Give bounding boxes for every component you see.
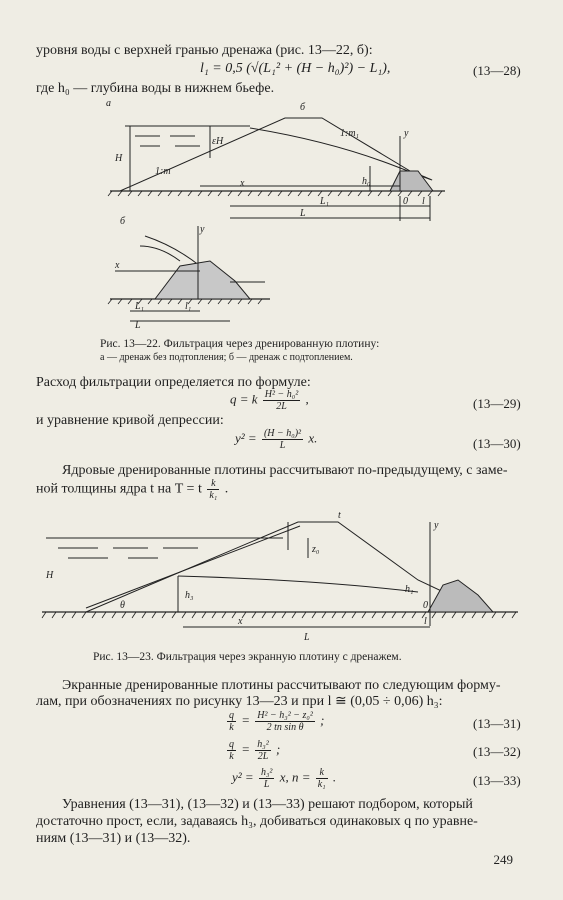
page-number: 249 [493, 852, 513, 867]
eq29-denominator: 2L [276, 401, 287, 412]
text-line-9: Уравнения (13—31), (13—32) и (13—33) решают подбором, который [62, 797, 473, 812]
label-m: 1:m [155, 166, 171, 177]
eq29-lhs: q = k [230, 391, 258, 407]
label-x-b: x [115, 260, 120, 271]
text-line-2: где h₀ — глубина воды в нижнем бьефе. [36, 81, 275, 96]
line6-text: ной толщины ядра t на T = t [36, 481, 202, 497]
line6-denominator: k₁ [209, 490, 218, 501]
fig-a-label: а [106, 98, 111, 109]
text-line-7: Экранные дренированные плотины рассчитывают по следующим форму- [62, 678, 501, 693]
line6-tail: . [224, 481, 229, 497]
label-H: H [115, 153, 123, 164]
label-L: L [300, 208, 306, 219]
equation-number-13-29: (13—29) [473, 396, 521, 411]
label-m1: 1:m₁ [340, 128, 360, 139]
equation-number-13-32: (13—32) [473, 744, 521, 759]
f23-label-L: L [304, 632, 310, 643]
eq31-numerator: H² − h₃² − z₀² [257, 710, 313, 721]
label-y-b: y [200, 224, 205, 235]
text-line-5: Ядровые дренированные плотины рассчитывают по-предыдущему, с заме- [62, 463, 508, 478]
eq31-equals: = [241, 712, 251, 728]
eq33-numerator: h₃² [260, 767, 273, 778]
figure-13-23-caption: Рис. 13—23. Фильтрация через экранную плотину с дренажем. [93, 651, 402, 663]
eq32-q: q [229, 739, 234, 750]
label-x: x [240, 178, 245, 189]
eq31-tail: ; [320, 712, 325, 728]
text-line-8: лам, при обозначениях по рисунку 13—23 и при l ≅ (0,05 ÷ 0,06) h₃: [36, 694, 443, 709]
eq30-lhs: y² = [235, 430, 257, 446]
eq31-k: k [229, 722, 234, 733]
f23-label-t: t [338, 510, 341, 521]
eq31-q: q [229, 710, 234, 721]
equation-13-29 [230, 389, 309, 412]
text-line-10: достаточно прост, если, задаваясь h₃, добиваться одинаковых q по уравне- [36, 814, 478, 829]
eq31-denominator: 2 tn sin θ [266, 722, 304, 733]
equation-number-13-28: (13—28) [473, 63, 521, 78]
eq30-tail: x. [308, 430, 318, 446]
label-O: 0 [403, 196, 408, 207]
line6-numerator: k [207, 478, 219, 490]
label-y: y [404, 128, 409, 139]
text-line-6 [36, 478, 228, 501]
f23-label-theta: θ [120, 600, 125, 611]
equation-13-31 [225, 710, 324, 733]
eq33-tail: . [332, 769, 337, 785]
equation-number-13-31: (13—31) [473, 716, 521, 731]
eq32-equals: = [241, 741, 251, 757]
text-line-3: Расход фильтрации определяется по формуле: [36, 375, 311, 390]
f23-label-l: l [424, 616, 427, 627]
equation-13-32 [225, 739, 280, 762]
label-l: l [422, 196, 425, 207]
fig-b-top-label: б [300, 102, 306, 113]
figure-13-22 [100, 96, 540, 328]
figure-13-23 [38, 500, 528, 645]
eq32-k: k [229, 751, 234, 762]
eq33-lhs: y² = [232, 769, 254, 785]
equation-13-28: l₁ = 0,5 (√(L₁² + (H − h₀)²) − L₁), [200, 61, 391, 76]
f23-label-O: 0 [423, 600, 428, 611]
eq33-mid: x, n = [279, 769, 311, 785]
label-L1-b: L₁ [135, 301, 145, 312]
f23-label-z0: z₀ [312, 544, 320, 555]
fig-b-label: б [120, 216, 126, 227]
equation-number-13-33: (13—33) [473, 773, 521, 788]
f23-label-y: y [434, 520, 439, 531]
eq32-tail: ; [276, 741, 281, 757]
figure-13-22-caption: Рис. 13—22. Фильтрация через дренированную плотину: [100, 338, 380, 350]
text-line-11: ниям (13—31) и (13—32). [36, 831, 191, 846]
eq32-denominator: 2L [257, 751, 269, 762]
f23-label-h3: h₃ [185, 590, 194, 601]
eq30-denominator: L [279, 440, 286, 451]
eq30-numerator: (H − h₀)² [263, 428, 302, 439]
text-line-4: и уравнение кривой депрессии: [36, 413, 224, 428]
label-L-b: L [135, 320, 141, 328]
f23-label-x: x [238, 616, 243, 627]
f23-label-H: H [46, 570, 54, 581]
eq33-numerator-2: k [316, 767, 328, 779]
label-h0: h₀ [362, 176, 371, 187]
figure-13-22-subcaption: а — дренаж без подтопления; б — дренаж с подтоплением. [100, 352, 353, 363]
equation-number-13-30: (13—30) [473, 436, 521, 451]
equation-13-30 [235, 428, 317, 451]
eq33-denominator: L [263, 779, 270, 790]
eq33-denominator-2: k₁ [317, 779, 326, 790]
label-eH: εH [212, 136, 224, 147]
eq29-tail: , [305, 391, 309, 407]
text-line-1: уровня воды с верхней гранью дренажа (рис. 13—22, б): [36, 43, 373, 58]
f23-label-h1: h₁ [405, 584, 414, 595]
eq29-numerator: H² − h₀² [264, 389, 299, 400]
label-l1-b: l₁ [185, 301, 192, 312]
label-L1: L₁ [320, 196, 330, 207]
eq32-numerator: h₃² [257, 739, 269, 750]
equation-13-33 [232, 767, 336, 790]
